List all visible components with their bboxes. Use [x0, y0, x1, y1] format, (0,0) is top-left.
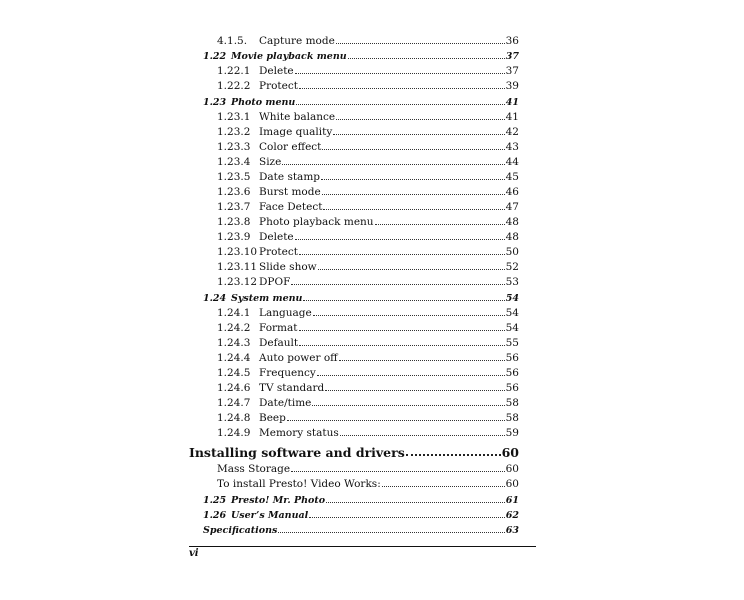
- dot-leader: [303, 300, 504, 301]
- toc-entry-label: Language: [259, 307, 312, 319]
- toc-entry-page: 37: [505, 65, 519, 77]
- toc-entry-number: 1.26: [203, 510, 227, 521]
- toc-entry[interactable]: [189, 32, 519, 47]
- toc-entry-number: 1.23.12: [217, 276, 258, 288]
- dot-leader: [323, 209, 504, 210]
- toc-entry-number: 1.23.9: [217, 231, 251, 243]
- toc-entry-number: 4.1.5.: [217, 35, 248, 47]
- toc-entry[interactable]: [189, 304, 519, 319]
- toc-entry-label: System menu: [231, 293, 303, 304]
- dot-leader: [336, 43, 505, 44]
- toc-entry-label: DPOF: [259, 276, 291, 288]
- toc-entry-page: 50: [505, 246, 519, 258]
- toc-entry-page: 44: [505, 156, 519, 168]
- toc-entry[interactable]: [189, 334, 519, 349]
- toc-entry-label: White balance: [259, 111, 336, 123]
- toc-entry-label: Date/time: [259, 397, 312, 409]
- toc-entry-label: Size: [259, 156, 282, 168]
- toc-entry-page: 54: [505, 307, 519, 319]
- toc-entry[interactable]: [189, 108, 519, 123]
- toc-entry-page: 37: [505, 51, 519, 62]
- toc-entry[interactable]: [189, 349, 519, 364]
- toc-entry-number: 1.25: [203, 495, 227, 506]
- dot-leader: [278, 532, 504, 533]
- toc-entry[interactable]: [189, 198, 519, 213]
- toc-entry-page: 55: [505, 337, 519, 349]
- toc-entry-number: 1.23.6: [217, 186, 251, 198]
- toc-entry-label: Movie playback menu: [231, 51, 347, 62]
- toc-entry-page: 54: [505, 322, 519, 334]
- dot-leader: [333, 134, 504, 135]
- toc-entry-number: 1.24.2: [217, 322, 251, 334]
- toc-entry-label: Photo menu: [231, 97, 296, 108]
- footer-rule: [189, 546, 536, 547]
- toc-entry[interactable]: [189, 521, 519, 536]
- toc-entry-page: 41: [505, 97, 519, 108]
- toc-entry-label: Beep: [259, 412, 286, 424]
- toc-entry-page: 39: [505, 80, 519, 92]
- toc-entry-label: Color effect: [259, 141, 322, 153]
- toc-entry-page: 53: [505, 276, 519, 288]
- toc-entry-page: 56: [505, 352, 519, 364]
- toc-entry-label: Default: [259, 337, 299, 349]
- dot-leader: [312, 405, 504, 406]
- dot-leader: [287, 420, 505, 421]
- toc-entry-number: 1.24.3: [217, 337, 251, 349]
- toc-entry[interactable]: [189, 213, 519, 228]
- toc-entry-number: 1.23.11: [217, 261, 258, 273]
- toc-entry-label: Installing software and drivers: [189, 445, 405, 460]
- toc-entry-label: Slide show: [259, 261, 317, 273]
- toc-entry[interactable]: [189, 289, 519, 304]
- toc-entry[interactable]: [189, 62, 519, 77]
- toc-entry-label: Burst mode: [259, 186, 321, 198]
- toc-entry-label: Capture mode: [259, 35, 335, 47]
- toc-entry[interactable]: [189, 77, 519, 92]
- toc-entry-page: 36: [505, 35, 519, 47]
- toc-entry[interactable]: [189, 506, 519, 521]
- toc-entry[interactable]: [189, 424, 519, 439]
- toc-entry-number: 1.23: [203, 97, 227, 108]
- toc-entry-label: Mass Storage: [217, 463, 291, 475]
- toc-entry-number: 1.24.4: [217, 352, 251, 364]
- toc-entry-page: 59: [505, 427, 519, 439]
- toc-entry[interactable]: [189, 273, 519, 288]
- dot-leader: [375, 224, 505, 225]
- toc-entry[interactable]: [189, 243, 519, 258]
- toc-entry-page: 60: [505, 463, 519, 475]
- dot-leader: [382, 486, 505, 487]
- dot-leader: [318, 269, 505, 270]
- toc-entry-page: 43: [505, 141, 519, 153]
- toc-entry-number: 1.23.8: [217, 216, 251, 228]
- dot-leader: [299, 345, 505, 346]
- toc-entry-number: 1.23.4: [217, 156, 251, 168]
- dot-leader: [291, 471, 505, 472]
- toc-entry[interactable]: [189, 47, 519, 62]
- toc-entry-page: 56: [505, 367, 519, 379]
- toc-entry-label: Frequency: [259, 367, 316, 379]
- toc-entry-page: 48: [505, 216, 519, 228]
- dot-leader: [295, 239, 505, 240]
- toc-entry-page: 60: [505, 478, 519, 490]
- toc-entry-number: 1.24.5: [217, 367, 251, 379]
- toc-entry-page: 54: [505, 293, 519, 304]
- toc-entry[interactable]: [189, 442, 519, 460]
- toc-entry[interactable]: [189, 93, 519, 108]
- toc-entry[interactable]: [189, 123, 519, 138]
- toc-entry-page: 47: [505, 201, 519, 213]
- dot-leader: [295, 73, 505, 74]
- toc-entry-page: 60: [501, 445, 519, 460]
- toc-entry[interactable]: [189, 475, 519, 490]
- toc-entry-label: Date stamp: [259, 171, 320, 183]
- dot-leader: [325, 390, 504, 391]
- toc-entry-number: 1.23.2: [217, 126, 251, 138]
- dot-leader: [322, 149, 504, 150]
- dot-leader: [299, 88, 505, 89]
- dot-leader: [291, 284, 504, 285]
- toc-entry-number: 1.22.2: [217, 80, 251, 92]
- toc-entry-number: 1.23.7: [217, 201, 251, 213]
- toc-entry-number: 1.24.7: [217, 397, 251, 409]
- dot-leader: [299, 330, 505, 331]
- toc-entry-number: 1.22.1: [217, 65, 251, 77]
- toc-entry-page: 48: [505, 231, 519, 243]
- dot-leader: [336, 119, 504, 120]
- dot-leader: [309, 517, 505, 518]
- toc-entry-label: Delete: [259, 65, 294, 77]
- toc-entry-number: 1.23.1: [217, 111, 251, 123]
- toc-entry-label: Protect: [259, 80, 298, 92]
- toc-entry[interactable]: [189, 228, 519, 243]
- toc-entry-label: TV standard: [259, 382, 325, 394]
- toc-entry-page: 56: [505, 382, 519, 394]
- toc-entry[interactable]: [189, 153, 519, 168]
- toc-entry-label: Memory status: [259, 427, 339, 439]
- toc-entry-number: 1.23.10: [217, 246, 258, 258]
- dot-leader: [313, 315, 505, 316]
- toc-entry-label: Delete: [259, 231, 294, 243]
- dot-leader: [326, 502, 505, 503]
- toc-entry-label: User’s Manual: [231, 510, 309, 521]
- toc-entry-label: Auto power off: [259, 352, 338, 364]
- toc-entry-number: 1.23.5: [217, 171, 251, 183]
- dot-leader: [339, 360, 505, 361]
- toc-entry-page: 46: [505, 186, 519, 198]
- toc-entry-label: Image quality: [259, 126, 333, 138]
- toc-entry-number: 1.24.1: [217, 307, 251, 319]
- toc-entry[interactable]: [189, 319, 519, 334]
- dot-leader: [296, 104, 504, 105]
- toc-entry-number: 1.24.8: [217, 412, 251, 424]
- dot-leader: [321, 179, 505, 180]
- toc-entry-page: 45: [505, 171, 519, 183]
- toc-entry-label: Face Detect: [259, 201, 323, 213]
- toc-entry-page: 61: [505, 495, 519, 506]
- toc-entry-page: 42: [505, 126, 519, 138]
- toc-entry[interactable]: [189, 258, 519, 273]
- toc-entry-number: 1.24.6: [217, 382, 251, 394]
- toc-entry-label: Presto! Mr. Photo: [231, 495, 326, 506]
- toc-entry-label: Photo playback menu: [259, 216, 374, 228]
- toc-entry[interactable]: [189, 364, 519, 379]
- toc-entry[interactable]: [189, 379, 519, 394]
- dot-leader: [322, 194, 505, 195]
- dot-leader: [406, 454, 501, 456]
- toc-entry-label: Specifications: [203, 525, 278, 536]
- toc-entry[interactable]: [189, 138, 519, 153]
- toc-entry-page: 58: [505, 412, 519, 424]
- toc-entry[interactable]: [189, 491, 519, 506]
- toc-entry[interactable]: [189, 460, 519, 475]
- dot-leader: [299, 254, 505, 255]
- toc-entry-number: 1.22: [203, 51, 227, 62]
- toc-entry-page: 41: [505, 111, 519, 123]
- toc-entry-page: 62: [505, 510, 519, 521]
- toc-entry-label: To install Presto! Video Works:: [217, 478, 381, 490]
- dot-leader: [282, 164, 504, 165]
- toc-entry-page: 63: [505, 525, 519, 536]
- toc-entry-label: Protect: [259, 246, 298, 258]
- toc-entry-number: 1.23.3: [217, 141, 251, 153]
- toc-entry-page: 52: [505, 261, 519, 273]
- toc-entry-number: 1.24.9: [217, 427, 251, 439]
- toc-entry-number: 1.24: [203, 293, 227, 304]
- dot-leader: [348, 58, 505, 59]
- toc-entry[interactable]: [189, 183, 519, 198]
- toc-entry[interactable]: [189, 168, 519, 183]
- dot-leader: [340, 435, 505, 436]
- toc-entry[interactable]: [189, 409, 519, 424]
- toc-entry-page: 58: [505, 397, 519, 409]
- page-number: vi: [189, 548, 199, 559]
- toc-entry-label: Format: [259, 322, 298, 334]
- dot-leader: [317, 375, 505, 376]
- toc-entry[interactable]: [189, 394, 519, 409]
